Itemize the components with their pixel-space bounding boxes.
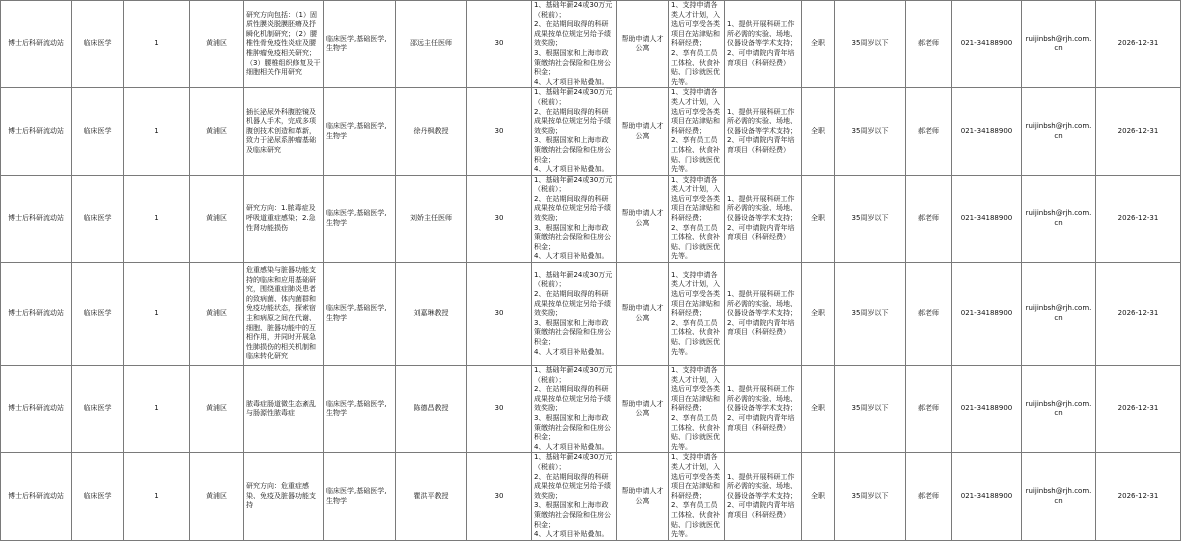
talent-support-cell: 1、支持申请各类人才计划，入选后可享受各类项目在站津贴和科研经费； 2、享有员工员工体检、伙食补贴、门诊就医优先等。	[669, 175, 725, 262]
district-cell: 黄浦区	[190, 453, 244, 540]
age-limit-cell: 35周岁以下	[835, 175, 906, 262]
employment-type-cell: 全职	[802, 263, 835, 366]
phone-cell: 021-34188900	[952, 263, 1022, 366]
salary-cell: 1、基础年薪24或30万元（税前）； 2、在站期间取得的科研成果按单位规定另给予绩效奖励； 3、根据国家和上海市政策缴纳社会保险和住房公积金； 4、人才项目补贴叠加。	[532, 366, 617, 453]
age-limit-cell: 35周岁以下	[835, 453, 906, 540]
discipline-cell: 临床医学	[72, 88, 124, 175]
subject-cell: 临床医学,基础医学,生物学	[324, 453, 396, 540]
mentor-cell: 陈德昌教授	[396, 366, 467, 453]
district-cell: 黄浦区	[190, 263, 244, 366]
housing-cell: 帮助申请人才公寓	[617, 366, 669, 453]
employment-type-cell: 全职	[802, 175, 835, 262]
research-cell: 危重感染与脏器功能支持的临床和应用基础研究，围绕重症肺炎患者的致病菌、体内菌群和免疫功能状态，探索宿主和病原之间在代谢、细胞、脏器功能中的互相作用，并同时开展急性肺损伤的相关机制和临床转化研究	[244, 263, 324, 366]
talent-support-cell: 1、支持申请各类人才计划，入选后可享受各类项目在站津贴和科研经费； 2、享有员工员工体检、伙食补贴、门诊就医优先等。	[669, 88, 725, 175]
discipline-cell: 临床医学	[72, 1, 124, 88]
station-cell: 博士后科研流动站	[1, 453, 72, 540]
count-cell: 1	[124, 1, 190, 88]
district-cell: 黄浦区	[190, 1, 244, 88]
subject-cell: 临床医学,基础医学,生物学	[324, 1, 396, 88]
deadline-cell: 2026-12-31	[1096, 175, 1181, 262]
mentor-cell: 刘嘉琳教授	[396, 263, 467, 366]
salary-cell: 1、基础年薪24或30万元（税前）； 2、在站期间取得的科研成果按单位规定另给予绩效奖励； 3、根据国家和上海市政策缴纳社会保险和住房公积金； 4、人才项目补贴叠加。	[532, 453, 617, 540]
subject-cell: 临床医学,基础医学,生物学	[324, 175, 396, 262]
age-cell: 30	[467, 263, 532, 366]
station-cell: 博士后科研流动站	[1, 366, 72, 453]
deadline-cell: 2026-12-31	[1096, 366, 1181, 453]
age-cell: 30	[467, 88, 532, 175]
phone-cell: 021-34188900	[952, 88, 1022, 175]
contact-cell: 郝老师	[906, 88, 952, 175]
talent-support-cell: 1、支持申请各类人才计划，入选后可享受各类项目在站津贴和科研经费； 2、享有员工员工体检、伙食补贴、门诊就医优先等。	[669, 453, 725, 540]
subject-cell: 临床医学,基础医学,生物学	[324, 88, 396, 175]
mentor-cell: 徐丹枫教授	[396, 88, 467, 175]
deadline-cell: 2026-12-31	[1096, 1, 1181, 88]
research-support-cell: 1、提供开展科研工作所必需的实验、场地、仪器设备等学术支持； 2、可申请院内青年培育项目（科研经费）	[725, 1, 802, 88]
age-limit-cell: 35周岁以下	[835, 1, 906, 88]
contact-cell: 郝老师	[906, 175, 952, 262]
table-row	[1, 1, 1181, 88]
salary-cell: 1、基础年薪24或30万元（税前）； 2、在站期间取得的科研成果按单位规定另给予绩效奖励； 3、根据国家和上海市政策缴纳社会保险和住房公积金； 4、人才项目补贴叠加。	[532, 88, 617, 175]
research-cell: 插长泌尿外科腹腔镜及机器人手术，完成多项腹创技术创造和革新，致力于泌尿系肿瘤基础及临床研究	[244, 88, 324, 175]
mentor-cell: 邵远主任医师	[396, 1, 467, 88]
research-cell: 研究方向：危重症感染、免疫及脏器功能支持	[244, 453, 324, 540]
phone-cell: 021-34188900	[952, 366, 1022, 453]
subject-cell: 临床医学,基础医学,生物学	[324, 263, 396, 366]
salary-cell: 1、基础年薪24或30万元（税前）； 2、在站期间取得的科研成果按单位规定另给予绩效奖励； 3、根据国家和上海市政策缴纳社会保险和住房公积金； 4、人才项目补贴叠加。	[532, 175, 617, 262]
age-cell: 30	[467, 453, 532, 540]
email-cell[interactable]: ruijinbsh@rjh.com.cn	[1022, 366, 1096, 453]
subject-cell: 临床医学,基础医学,生物学	[324, 366, 396, 453]
station-cell: 博士后科研流动站	[1, 88, 72, 175]
contact-cell: 郝老师	[906, 1, 952, 88]
housing-cell: 帮助申请人才公寓	[617, 88, 669, 175]
discipline-cell: 临床医学	[72, 366, 124, 453]
count-cell: 1	[124, 366, 190, 453]
salary-cell: 1、基础年薪24或30万元（税前）； 2、在站期间取得的科研成果按单位规定另给予绩效奖励； 3、根据国家和上海市政策缴纳社会保险和住房公积金； 4、人才项目补贴叠加。	[532, 263, 617, 366]
research-support-cell: 1、提供开展科研工作所必需的实验、场地、仪器设备等学术支持； 2、可申请院内青年培育项目（科研经费）	[725, 366, 802, 453]
district-cell: 黄浦区	[190, 175, 244, 262]
station-cell: 博士后科研流动站	[1, 175, 72, 262]
housing-cell: 帮助申请人才公寓	[617, 263, 669, 366]
housing-cell: 帮助申请人才公寓	[617, 1, 669, 88]
housing-cell: 帮助申请人才公寓	[617, 175, 669, 262]
discipline-cell: 临床医学	[72, 453, 124, 540]
contact-cell: 郝老师	[906, 366, 952, 453]
discipline-cell: 临床医学	[72, 175, 124, 262]
district-cell: 黄浦区	[190, 366, 244, 453]
table-row	[1, 263, 1181, 366]
count-cell: 1	[124, 263, 190, 366]
station-cell: 博士后科研流动站	[1, 263, 72, 366]
count-cell: 1	[124, 453, 190, 540]
station-cell: 博士后科研流动站	[1, 1, 72, 88]
deadline-cell: 2026-12-31	[1096, 88, 1181, 175]
age-limit-cell: 35周岁以下	[835, 88, 906, 175]
age-limit-cell: 35周岁以下	[835, 366, 906, 453]
age-cell: 30	[467, 366, 532, 453]
email-cell[interactable]: ruijinbsh@rjh.com.cn	[1022, 88, 1096, 175]
age-cell: 30	[467, 175, 532, 262]
talent-support-cell: 1、支持申请各类人才计划，入选后可享受各类项目在站津贴和科研经费； 2、享有员工员工体检、伙食补贴、门诊就医优先等。	[669, 366, 725, 453]
email-cell[interactable]: ruijinbsh@rjh.com.cn	[1022, 263, 1096, 366]
email-cell[interactable]: ruijinbsh@rjh.com.cn	[1022, 1, 1096, 88]
phone-cell: 021-34188900	[952, 175, 1022, 262]
housing-cell: 帮助申请人才公寓	[617, 453, 669, 540]
phone-cell: 021-34188900	[952, 1, 1022, 88]
employment-type-cell: 全职	[802, 453, 835, 540]
employment-type-cell: 全职	[802, 1, 835, 88]
table-row	[1, 88, 1181, 175]
research-support-cell: 1、提供开展科研工作所必需的实验、场地、仪器设备等学术支持； 2、可申请院内青年培育项目（科研经费）	[725, 453, 802, 540]
research-support-cell: 1、提供开展科研工作所必需的实验、场地、仪器设备等学术支持； 2、可申请院内青年培育项目（科研经费）	[725, 175, 802, 262]
research-support-cell: 1、提供开展科研工作所必需的实验、场地、仪器设备等学术支持； 2、可申请院内青年培育项目（科研经费）	[725, 88, 802, 175]
age-limit-cell: 35周岁以下	[835, 263, 906, 366]
discipline-cell: 临床医学	[72, 263, 124, 366]
employment-type-cell: 全职	[802, 366, 835, 453]
contact-cell: 郝老师	[906, 453, 952, 540]
mentor-cell: 瞿洪平教授	[396, 453, 467, 540]
phone-cell: 021-34188900	[952, 453, 1022, 540]
table-row	[1, 453, 1181, 540]
age-cell: 30	[467, 1, 532, 88]
talent-support-cell: 1、支持申请各类人才计划，入选后可享受各类项目在站津贴和科研经费； 2、享有员工员工体检、伙食补贴、门诊就医优先等。	[669, 263, 725, 366]
research-cell: 研究方向：1.脓毒症及呼吸道重症感染；2.急性肾功能损伤	[244, 175, 324, 262]
deadline-cell: 2026-12-31	[1096, 263, 1181, 366]
talent-support-cell: 1、支持申请各类人才计划，入选后可享受各类项目在站津贴和科研经费； 2、享有员工员工体检、伙食补贴、门诊就医优先等。	[669, 1, 725, 88]
email-cell[interactable]: ruijinbsh@rjh.com.cn	[1022, 175, 1096, 262]
table-row	[1, 175, 1181, 262]
deadline-cell: 2026-12-31	[1096, 453, 1181, 540]
mentor-cell: 刘娇主任医师	[396, 175, 467, 262]
research-support-cell: 1、提供开展科研工作所必需的实验、场地、仪器设备等学术支持； 2、可申请院内青年培育项目（科研经费）	[725, 263, 802, 366]
count-cell: 1	[124, 88, 190, 175]
research-cell: 脓毒症肠道微生态紊乱与肠源性脓毒症	[244, 366, 324, 453]
table-row	[1, 366, 1181, 453]
salary-cell: 1、基础年薪24或30万元（税前）； 2、在站期间取得的科研成果按单位规定另给予绩效奖励； 3、根据国家和上海市政策缴纳社会保险和住房公积金； 4、人才项目补贴叠加。	[532, 1, 617, 88]
research-cell: 研究方向包括：（1）固质性膜炎脱膜胚瘠及抒瞬化机制研究；（2）腰椎性骨免疫性炎症及腰椎肿瘤免疫相关研究；（3）腰椎组织修复及干细胞相关作用研究	[244, 1, 324, 88]
count-cell: 1	[124, 175, 190, 262]
email-cell[interactable]: ruijinbsh@rjh.com.cn	[1022, 453, 1096, 540]
district-cell: 黄浦区	[190, 88, 244, 175]
employment-type-cell: 全职	[802, 88, 835, 175]
contact-cell: 郝老师	[906, 263, 952, 366]
